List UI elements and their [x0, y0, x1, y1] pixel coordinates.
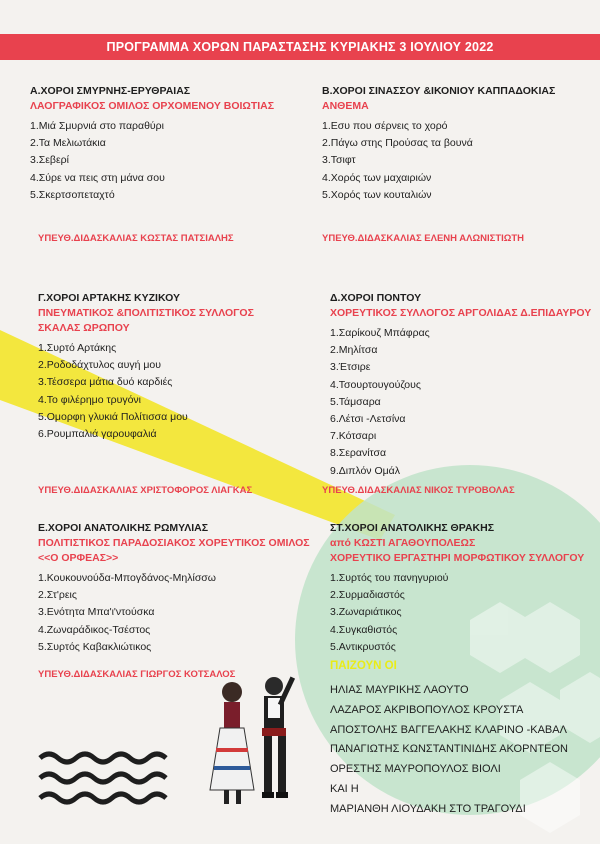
program-banner: ΠΡΟΓΡΑΜΜΑ ΧΟΡΩΝ ΠΑΡΑΣΤΑΣΗΣ ΚΥΡΙΑΚΗΣ 3 ΙΟΥΛΙΟΥ 2022: [0, 34, 600, 60]
list-item: ΟΡΕΣΤΗΣ ΜΑΥΡΟΠΟΥΛΟΣ ΒΙΟΛΙ: [330, 763, 501, 776]
section-title: Α.ΧΟΡΟΙ ΣΜΥΡΝΗΣ-ΕΡΥΘΡΑΙΑΣ: [30, 85, 191, 97]
section-teacher: ΥΠΕΥΘ.ΔΙΔΑΣΚΑΛΙΑΣ ΚΩΣΤΑΣ ΠΑΤΣΙΑΛΗΣ: [38, 233, 234, 244]
list-item: 6.Λέτσι -Λετσίνα: [330, 413, 406, 426]
list-item: 3.Τσιφτ: [322, 154, 356, 167]
list-item: ΛΑΖΑΡΟΣ ΑΚΡΙΒΟΠΟΥΛΟΣ ΚΡΟΥΣΤΑ: [330, 703, 524, 716]
list-item: ΚΑΙ Η: [330, 782, 359, 795]
list-item: 6.Ρουμπαλιά γαρουφαλιά: [38, 428, 157, 441]
list-item: 5.Σκερτσοπεταχτό: [30, 188, 115, 201]
section-group: ΧΟΡΕΥΤΙΚΟ ΕΡΓΑΣΤΗΡΙ ΜΟΡΦΩΤΙΚΟΥ ΣΥΛΛΟΓΟΥ: [330, 552, 585, 564]
section-teacher: ΥΠΕΥΘ.ΔΙΔΑΣΚΑΛΙΑΣ ΧΡΙΣΤΟΦΟΡΟΣ ΛΙΑΓΚΑΣ: [38, 485, 253, 496]
list-item: 9.Διπλόν Ομάλ: [330, 464, 400, 477]
list-item: 2.Συρμαδιαστός: [330, 589, 405, 602]
list-item: ΑΠΟΣΤΟΛΗΣ ΒΑΓΓΕΛΑΚΗΣ ΚΛΑΡΙΝΟ -ΚΑΒΑΛ: [330, 723, 567, 736]
list-item: 8.Σερανίτσα: [330, 447, 387, 460]
section-f: [330, 521, 600, 656]
list-item: 3.Τέσσερα μάτια δυό καρδιές: [38, 376, 173, 389]
list-item: 1.Συρτός του πανηγυριού: [330, 572, 449, 584]
section-group: <<Ο ΟΡΦΕΑΣ>>: [38, 552, 119, 564]
list-item: 2.Μηλίτσα: [330, 344, 378, 357]
list-item: 4.Το φιλέρημο τρυγόνι: [38, 393, 142, 406]
section-group: ΛΑΟΓΡΑΦΙΚΟΣ ΟΜΙΛΟΣ ΟΡΧΟΜΕΝΟΥ ΒΟΙΩΤΙΑΣ: [30, 100, 275, 112]
section-title: Δ.ΧΟΡΟΙ ΠΟΝΤΟΥ: [330, 292, 422, 304]
list-item: 4.Ζωναράδικος-Τσέστος: [38, 623, 151, 636]
section-title: Β.ΧΟΡΟΙ ΣΙΝΑΣΣΟΥ &ΙΚΟΝΙΟΥ ΚΑΠΠΑΔΟΚΙΑΣ: [322, 85, 556, 97]
list-item: 5.Ομορφη γλυκιά Πολίτισσα μου: [38, 410, 188, 423]
list-item: 3.Έτσιρε: [330, 361, 371, 374]
list-item: 1.Σαρίκουζ Μπάφρας: [330, 327, 430, 339]
list-item: 7.Κότσαρι: [330, 430, 377, 443]
list-item: 2.Στ'ρεις: [38, 589, 77, 602]
list-item: 5.Συρτός Καβακλιώτικος: [38, 640, 152, 653]
section-d: [330, 291, 600, 480]
list-item: ΠΑΝΑΓΙΩΤΗΣ ΚΩΝΣΤΑΝΤΙΝΙΔΗΣ ΑΚΟΡΝΤΕΟΝ: [330, 743, 568, 756]
dance-list: [322, 118, 600, 204]
section-group: από ΚΩΣΤΙ ΑΓΑΘΟΥΠΟΛΕΩΣ: [330, 537, 476, 549]
list-item: 3.Σεβερί: [30, 154, 69, 167]
list-item: 2.Τα Μελιωτάκια: [30, 137, 106, 150]
list-item: 4.Σύρε να πεις στη μάνα σου: [30, 171, 165, 184]
list-item: 1.Κουκουνούδα-Μπογδάνος-Μηλίσσω: [38, 572, 216, 584]
list-item: 5.Χορός των κουταλιών: [322, 188, 432, 201]
section-group: ΠΟΛΙΤΙΣΤΙΚΟΣ ΠΑΡΑΔΟΣΙΑΚΟΣ ΧΟΡΕΥΤΙΚΟΣ ΟΜΙΛΟΣ: [38, 537, 310, 549]
dance-list: [30, 118, 310, 204]
section-title: Ε.ΧΟΡΟΙ ΑΝΑΤΟΛΙΚΗΣ ΡΩΜΥΛΙΑΣ: [38, 522, 209, 534]
list-item: 1.Μιά Σμυρνιά στο παραθύρι: [30, 120, 164, 132]
section-group: ΠΝΕΥΜΑΤΙΚΟΣ &ΠΟΛΙΤΙΣΤΙΚΟΣ ΣΥΛΛΟΓΟΣ: [38, 307, 254, 319]
section-e: [38, 521, 318, 656]
dance-list: [330, 570, 600, 656]
list-item: ΗΛΙΑΣ ΜΑΥΡΙΚΗΣ ΛΑΟΥΤΟ: [330, 684, 469, 696]
section-c: [38, 291, 318, 443]
section-teacher: ΥΠΕΥΘ.ΔΙΔΑΣΚΑΛΙΑΣ ΕΛΕΝΗ ΑΛΩΝΙΣΤΙΩΤΗ: [322, 233, 525, 244]
list-item: 5.Αντικρυστός: [330, 640, 396, 653]
waves-icon: [38, 748, 188, 818]
list-item: 5.Τάμσαρα: [330, 395, 381, 408]
list-item: 4.Συγκαθιστός: [330, 623, 398, 636]
dance-list: [330, 325, 600, 480]
players-list: [330, 681, 568, 820]
section-a: [30, 84, 310, 204]
list-item: 4.Χορός των μαχαιριών: [322, 171, 432, 184]
section-teacher: ΥΠΕΥΘ.ΔΙΔΑΣΚΑΛΙΑΣ ΓΙΩΡΓΟΣ ΚΟΤΣΑΛΟΣ: [38, 669, 236, 680]
list-item: 1.Συρτό Αρτάκης: [38, 342, 117, 354]
list-item: 2.Ροδοδάχτυλος αυγή μου: [38, 359, 161, 372]
list-item: 3.Ενότητα Μπα'ι'ντούσκα: [38, 606, 155, 619]
list-item: 4.Τσουρτουγούζους: [330, 378, 421, 391]
dance-list: [38, 340, 318, 443]
section-teacher: ΥΠΕΥΘ.ΔΙΔΑΣΚΑΛΙΑΣ ΝΙΚΟΣ ΤΥΡΟΒΟΛΑΣ: [322, 485, 515, 496]
section-title: Γ.ΧΟΡΟΙ ΑΡΤΑΚΗΣ ΚΥΖΙΚΟΥ: [38, 292, 180, 304]
section-group: ΧΟΡΕΥΤΙΚΟΣ ΣΥΛΛΟΓΟΣ ΑΡΓΟΛΙΔΑΣ Δ.ΕΠΙΔΑΥΡΟΥ: [330, 307, 592, 319]
section-b: [322, 84, 600, 204]
dancers-illustration: [198, 662, 318, 822]
section-group: ΑΝΘΕΜΑ: [322, 100, 369, 112]
dance-list: [38, 570, 318, 656]
list-item: 2.Πάγω στης Προύσας τα βουνά: [322, 137, 473, 150]
list-item: 3.Ζωναριάτικος: [330, 606, 402, 619]
list-item: ΜΑΡΙΑΝΘΗ ΛΙΟΥΔΑΚΗ ΣΤΟ ΤΡΑΓΟΥΔΙ: [330, 802, 526, 815]
section-group: ΣΚΑΛΑΣ ΩΡΩΠΟΥ: [38, 322, 130, 334]
list-item: 1.Εσυ που σέρνεις το χορό: [322, 120, 448, 132]
players-title: ΠΑΙΖΟΥΝ ΟΙ: [330, 660, 397, 672]
section-title: ΣΤ.ΧΟΡΟΙ ΑΝΑΤΟΛΙΚΗΣ ΘΡΑΚΗΣ: [330, 522, 494, 534]
